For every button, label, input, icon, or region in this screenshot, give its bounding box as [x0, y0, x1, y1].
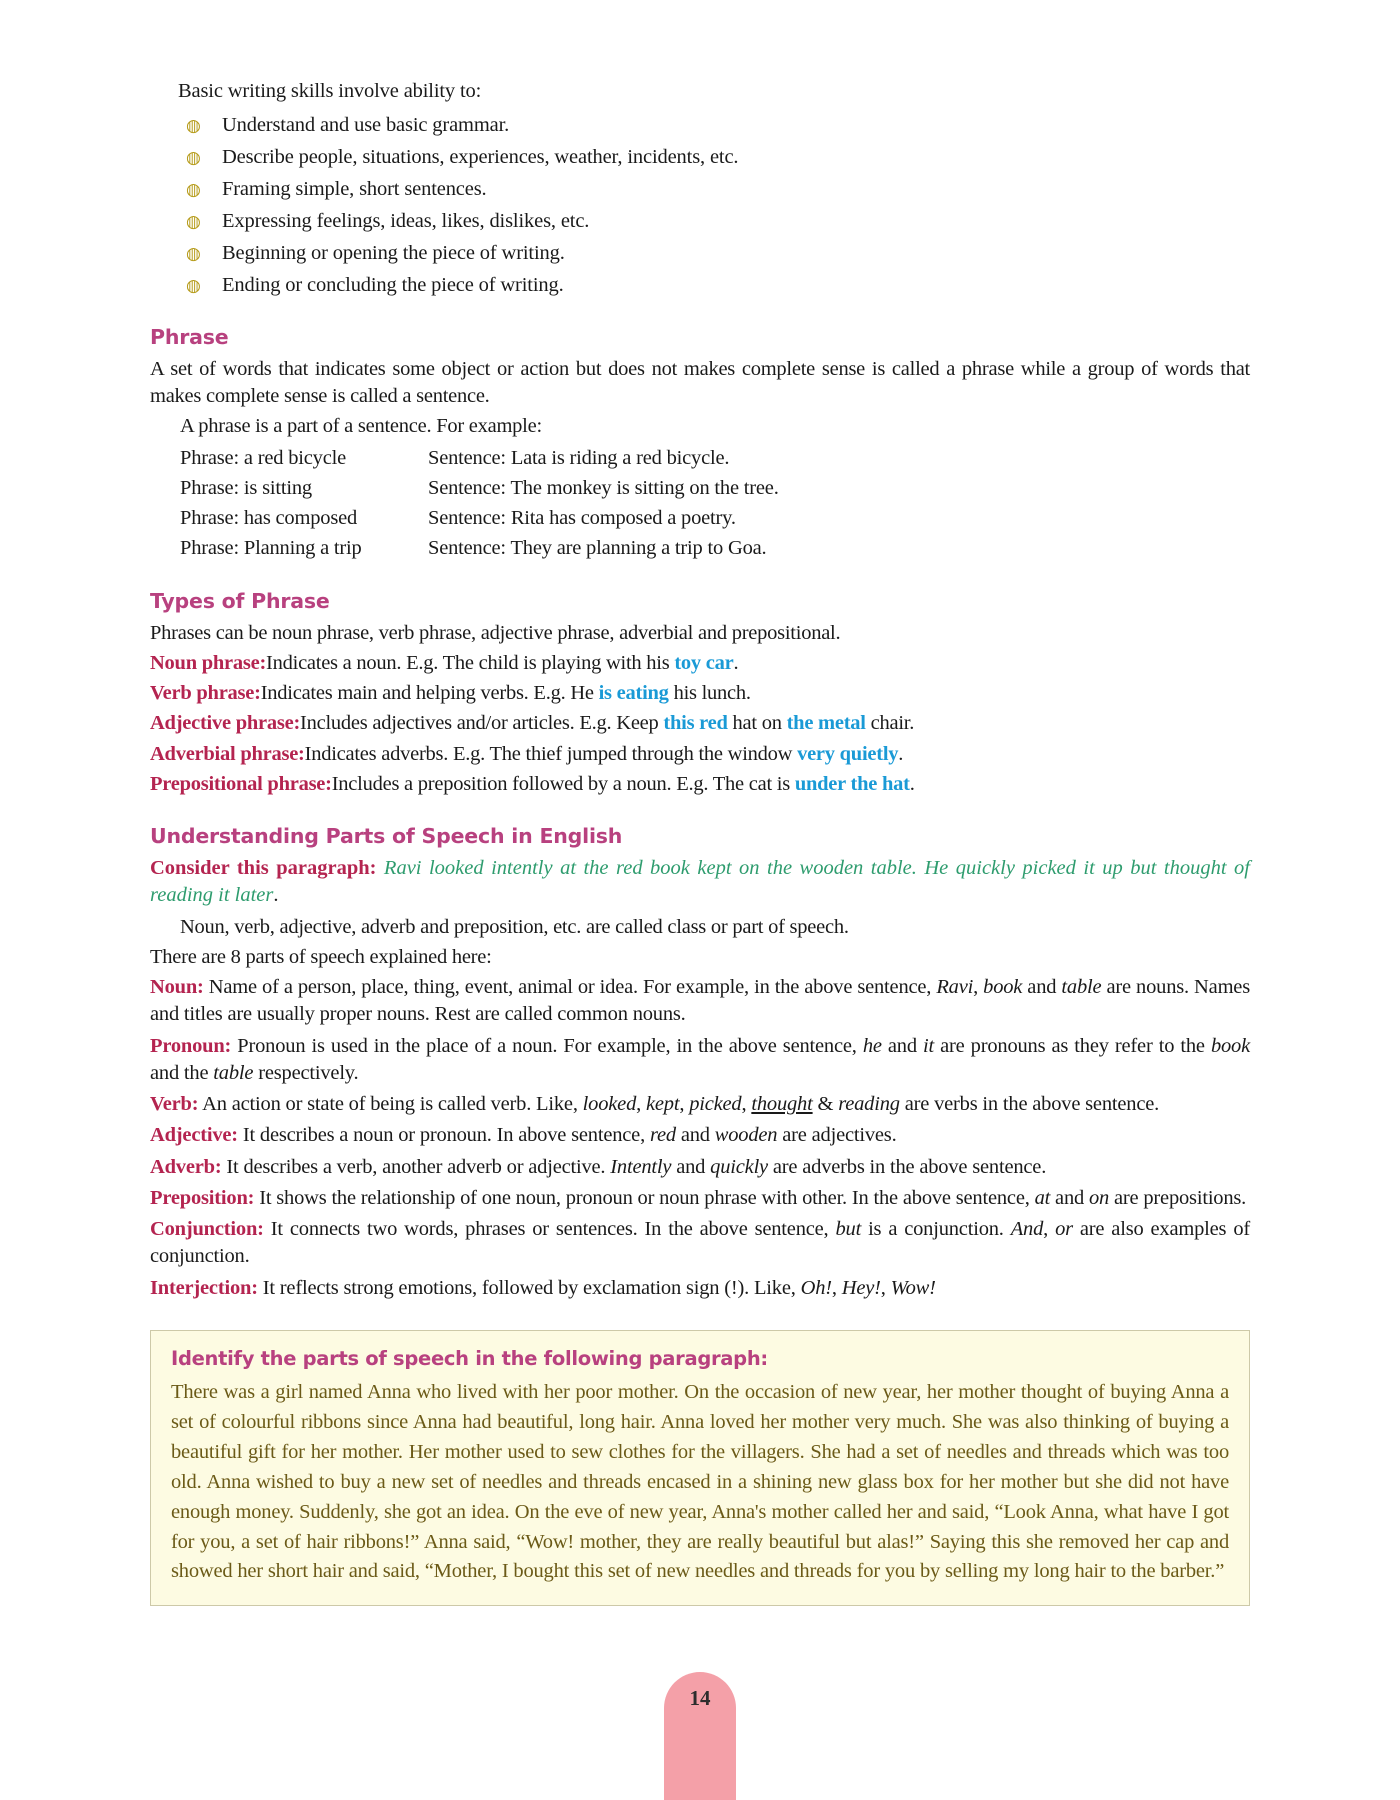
part-of-speech-text: Name of a person, place, thing, event, animal or idea. For example, in the above sentence,: [203, 976, 937, 999]
part-of-speech-text: and: [675, 1124, 715, 1147]
parts-of-speech-note: Noun, verb, adjective, adverb and preposition, etc. are called class or part of speech.: [180, 915, 849, 938]
phrase-subline: A phrase is a part of a sentence. For example:: [180, 415, 542, 438]
part-of-speech-label: Adjective:: [150, 1124, 238, 1147]
part-of-speech-text: quickly: [710, 1155, 768, 1178]
phrase-highlight: is eating: [598, 682, 669, 705]
page-number: 14: [689, 1686, 711, 1710]
list-item-label: Expressing feelings, ideas, likes, dislikes, etc.: [222, 209, 590, 232]
list-item: [178, 176, 1250, 203]
part-of-speech-label: Preposition:: [150, 1186, 255, 1209]
part-of-speech-text: It describes a noun or pronoun. In above sentence,: [237, 1124, 650, 1147]
part-of-speech-text: ,: [973, 976, 984, 999]
part-of-speech-text: at: [1034, 1186, 1051, 1209]
exercise-box: [150, 1330, 1250, 1606]
list-item: [178, 112, 1250, 139]
part-of-speech-text: ,: [679, 1093, 690, 1116]
list-item: [178, 208, 1250, 235]
sentence-cell: Sentence: The monkey is sitting on the tree.: [428, 476, 779, 499]
part-of-speech-text: reading: [838, 1093, 900, 1116]
part-of-speech-text: are adjectives.: [777, 1124, 897, 1147]
types-of-phrase-lead: Phrases can be noun phrase, verb phrase, adjective phrase, adverbial and prepositional.: [150, 621, 841, 644]
sentence-cell: Sentence: Lata is riding a red bicycle.: [428, 446, 730, 469]
bullet-icon: ◍: [186, 211, 201, 231]
phrase-cell: Phrase: is sitting: [180, 476, 312, 499]
phrase-type-text: hat on: [727, 712, 787, 735]
list-item-label: Beginning or opening the piece of writing.: [222, 241, 565, 264]
part-of-speech-text: ,: [880, 1276, 891, 1299]
part-of-speech-text: It shows the relationship of one noun, pronoun or noun phrase with other. In the above sentence,: [254, 1186, 1035, 1209]
table-row: [180, 445, 1250, 472]
phrase-type-item: [150, 680, 1250, 707]
part-of-speech-text: but: [835, 1218, 862, 1241]
part-of-speech-text: are prepositions.: [1109, 1186, 1247, 1209]
part-of-speech-text: book: [1210, 1034, 1250, 1057]
phrase-type-label: Adverbial phrase:: [150, 742, 305, 765]
list-item-label: Ending or concluding the piece of writing.: [222, 273, 564, 296]
phrase-type-item: [150, 741, 1250, 768]
phrase-highlight: very quietly: [797, 742, 899, 765]
part-of-speech-text: or: [1055, 1218, 1073, 1241]
part-of-speech-label: Interjection:: [150, 1276, 258, 1299]
parts-of-speech-count: There are 8 parts of speech explained here:: [150, 945, 492, 968]
part-of-speech-text: and: [1050, 1186, 1089, 1209]
bullet-icon: ◍: [186, 179, 201, 199]
phrase-type-text: .: [733, 651, 739, 674]
bullet-icon: ◍: [186, 243, 201, 263]
heading-phrase: Phrase: [150, 324, 229, 349]
part-of-speech-item: [150, 1091, 1250, 1118]
parts-of-speech-list: [150, 974, 1250, 1302]
list-item-label: Describe people, situations, experiences, weather, incidents, etc.: [222, 145, 739, 168]
phrase-cell: Phrase: has composed: [180, 507, 358, 530]
consider-tail: .: [273, 884, 279, 907]
part-of-speech-text: It connects two words, phrases or sentences. In the above sentence,: [263, 1218, 836, 1241]
consider-label: Consider this paragraph:: [150, 857, 377, 880]
phrase-type-label: Prepositional phrase:: [150, 772, 332, 795]
part-of-speech-text: An action or state of being is called verb. Like,: [198, 1093, 583, 1116]
list-item: [178, 240, 1250, 267]
part-of-speech-text: Intently: [610, 1155, 672, 1178]
phrase-type-text: his lunch.: [668, 682, 751, 705]
part-of-speech-item: [150, 974, 1250, 1029]
part-of-speech-text: red: [649, 1124, 676, 1147]
part-of-speech-text: and: [881, 1034, 924, 1057]
part-of-speech-text: looked: [582, 1093, 637, 1116]
part-of-speech-text: Hey!: [841, 1276, 881, 1299]
part-of-speech-text: and: [671, 1155, 711, 1178]
part-of-speech-text: he: [862, 1034, 882, 1057]
phrase-type-item: [150, 771, 1250, 798]
phrase-type-text: .: [909, 772, 915, 795]
part-of-speech-text: &: [812, 1093, 839, 1116]
part-of-speech-text: are nouns. Names and titles are usually proper nouns. Rest are called common nouns.: [150, 976, 1250, 1026]
part-of-speech-text: It reflects strong emotions, followed by exclamation sign (!). Like,: [257, 1276, 801, 1299]
sentence-cell: Sentence: They are planning a trip to Goa.: [428, 537, 767, 560]
part-of-speech-text: ,: [636, 1093, 646, 1116]
part-of-speech-item: [150, 1275, 1250, 1302]
phrase-type-item: [150, 710, 1250, 737]
part-of-speech-text: ,: [741, 1093, 752, 1116]
part-of-speech-text: is a conjunction.: [861, 1218, 1011, 1241]
list-item: [178, 272, 1250, 299]
types-of-phrase-list: [150, 650, 1250, 798]
consider-text: Ravi looked intently at the red book kept on the wooden table. He quickly picked it up but thought of reading it later: [150, 857, 1250, 907]
phrase-type-label: Verb phrase:: [150, 682, 261, 705]
phrase-type-text: chair.: [865, 712, 915, 735]
part-of-speech-text: are pronouns as they refer to the: [934, 1034, 1211, 1057]
part-of-speech-text: it: [923, 1034, 935, 1057]
part-of-speech-text: are verbs in the above sentence.: [899, 1093, 1160, 1116]
phrase-type-text: Includes adjectives and/or articles. E.g. Keep: [300, 712, 664, 735]
phrase-cell: Phrase: Planning a trip: [180, 537, 362, 560]
part-of-speech-text: table: [213, 1061, 254, 1084]
exercise-paragraph: There was a girl named Anna who lived with her poor mother. On the occasion of new year, her mother thought of buying Anna a set of colourful ribbons since Anna had beautiful, long hair. Anna loved her mother very much. She was also thinking of buying a beautiful gift for her mother. Her mother used to sew clothes for the villagers. She had a set of needles and threads which was too old. Anna wished to buy a new set of needles and threads encased in a shining new glass box for her mother but she did not have enough money. Suddenly, she got an idea. On the eve of new year, Anna's mother called her and said, “Look Anna, what have I got for you, a set of hair ribbons!” Anna said, “Wow! mother, they are really beautiful but alas!” Saying this she removed her cap and showed her short hair and said, “Mother, I bought this set of new needles and threads for you by selling my long hair to the barber.”: [171, 1380, 1229, 1583]
part-of-speech-text: ,: [831, 1276, 842, 1299]
phrase-examples-table: [180, 445, 1250, 563]
part-of-speech-item: [150, 1216, 1250, 1271]
part-of-speech-label: Pronoun:: [150, 1034, 232, 1057]
phrase-cell: Phrase: a red bicycle: [180, 446, 346, 469]
phrase-highlight: toy car: [674, 651, 734, 674]
part-of-speech-text: kept: [645, 1093, 680, 1116]
part-of-speech-text: ,: [1043, 1218, 1056, 1241]
list-item-label: Understand and use basic grammar.: [222, 113, 510, 136]
phrase-definition: A set of words that indicates some object or action but does not makes complete sense is called a phrase while a group of words that makes complete sense is called a sentence.: [150, 357, 1250, 408]
phrase-type-label: Adjective phrase:: [150, 712, 301, 735]
part-of-speech-label: Noun:: [150, 976, 204, 999]
phrase-highlight: the metal: [786, 712, 866, 735]
part-of-speech-label: Conjunction:: [150, 1218, 264, 1241]
bullet-icon: ◍: [186, 115, 201, 135]
part-of-speech-text: book: [983, 976, 1023, 999]
part-of-speech-text: thought: [751, 1093, 813, 1116]
part-of-speech-label: Adverb:: [150, 1155, 222, 1178]
part-of-speech-text: and: [1022, 976, 1062, 999]
part-of-speech-text: table: [1061, 976, 1102, 999]
part-of-speech-item: [150, 1033, 1250, 1088]
consider-paragraph: [150, 855, 1250, 910]
phrase-type-text: Indicates adverbs. E.g. The thief jumped through the window: [304, 742, 798, 765]
part-of-speech-text: wooden: [714, 1124, 778, 1147]
phrase-type-text: Indicates main and helping verbs. E.g. He: [260, 682, 599, 705]
part-of-speech-text: are adverbs in the above sentence.: [767, 1155, 1047, 1178]
part-of-speech-text: on: [1088, 1186, 1110, 1209]
bullet-icon: ◍: [186, 275, 201, 295]
sentence-cell: Sentence: Rita has composed a poetry.: [428, 507, 736, 530]
intro-lead: Basic writing skills involve ability to:: [178, 80, 482, 102]
page-number-tab: [664, 1672, 736, 1800]
phrase-type-item: [150, 650, 1250, 677]
part-of-speech-item: [150, 1122, 1250, 1149]
part-of-speech-text: are also examples of conjunction.: [150, 1218, 1250, 1268]
table-row: [180, 505, 1250, 532]
table-row: [180, 475, 1250, 502]
phrase-highlight: this red: [663, 712, 728, 735]
part-of-speech-text: Wow!: [890, 1276, 936, 1299]
part-of-speech-text: respectively.: [253, 1061, 359, 1084]
table-row: [180, 535, 1250, 562]
phrase-type-text: .: [898, 742, 904, 765]
basic-writing-skills-list: [178, 112, 1250, 299]
part-of-speech-item: [150, 1185, 1250, 1212]
part-of-speech-text: And: [1010, 1218, 1044, 1241]
list-item-label: Framing simple, short sentences.: [222, 177, 487, 200]
heading-types-of-phrase: Types of Phrase: [150, 588, 330, 613]
part-of-speech-text: Pronoun is used in the place of a noun. For example, in the above sentence,: [231, 1034, 863, 1057]
phrase-type-text: Includes a preposition followed by a noun. E.g. The cat is: [331, 772, 795, 795]
phrase-highlight: under the hat: [794, 772, 910, 795]
part-of-speech-text: It describes a verb, another adverb or adjective.: [221, 1155, 611, 1178]
heading-parts-of-speech: Understanding Parts of Speech in English: [150, 824, 623, 849]
part-of-speech-text: Ravi: [936, 976, 974, 999]
part-of-speech-text: picked: [689, 1093, 742, 1116]
part-of-speech-text: and the: [150, 1061, 214, 1084]
part-of-speech-label: Verb:: [150, 1093, 199, 1116]
part-of-speech-item: [150, 1154, 1250, 1181]
phrase-type-text: Indicates a noun. E.g. The child is playing with his: [266, 651, 675, 674]
exercise-title: Identify the parts of speech in the following paragraph:: [171, 1346, 768, 1370]
phrase-type-label: Noun phrase:: [150, 651, 267, 674]
bullet-icon: ◍: [186, 147, 201, 167]
list-item: [178, 144, 1250, 171]
part-of-speech-text: Oh!: [800, 1276, 832, 1299]
